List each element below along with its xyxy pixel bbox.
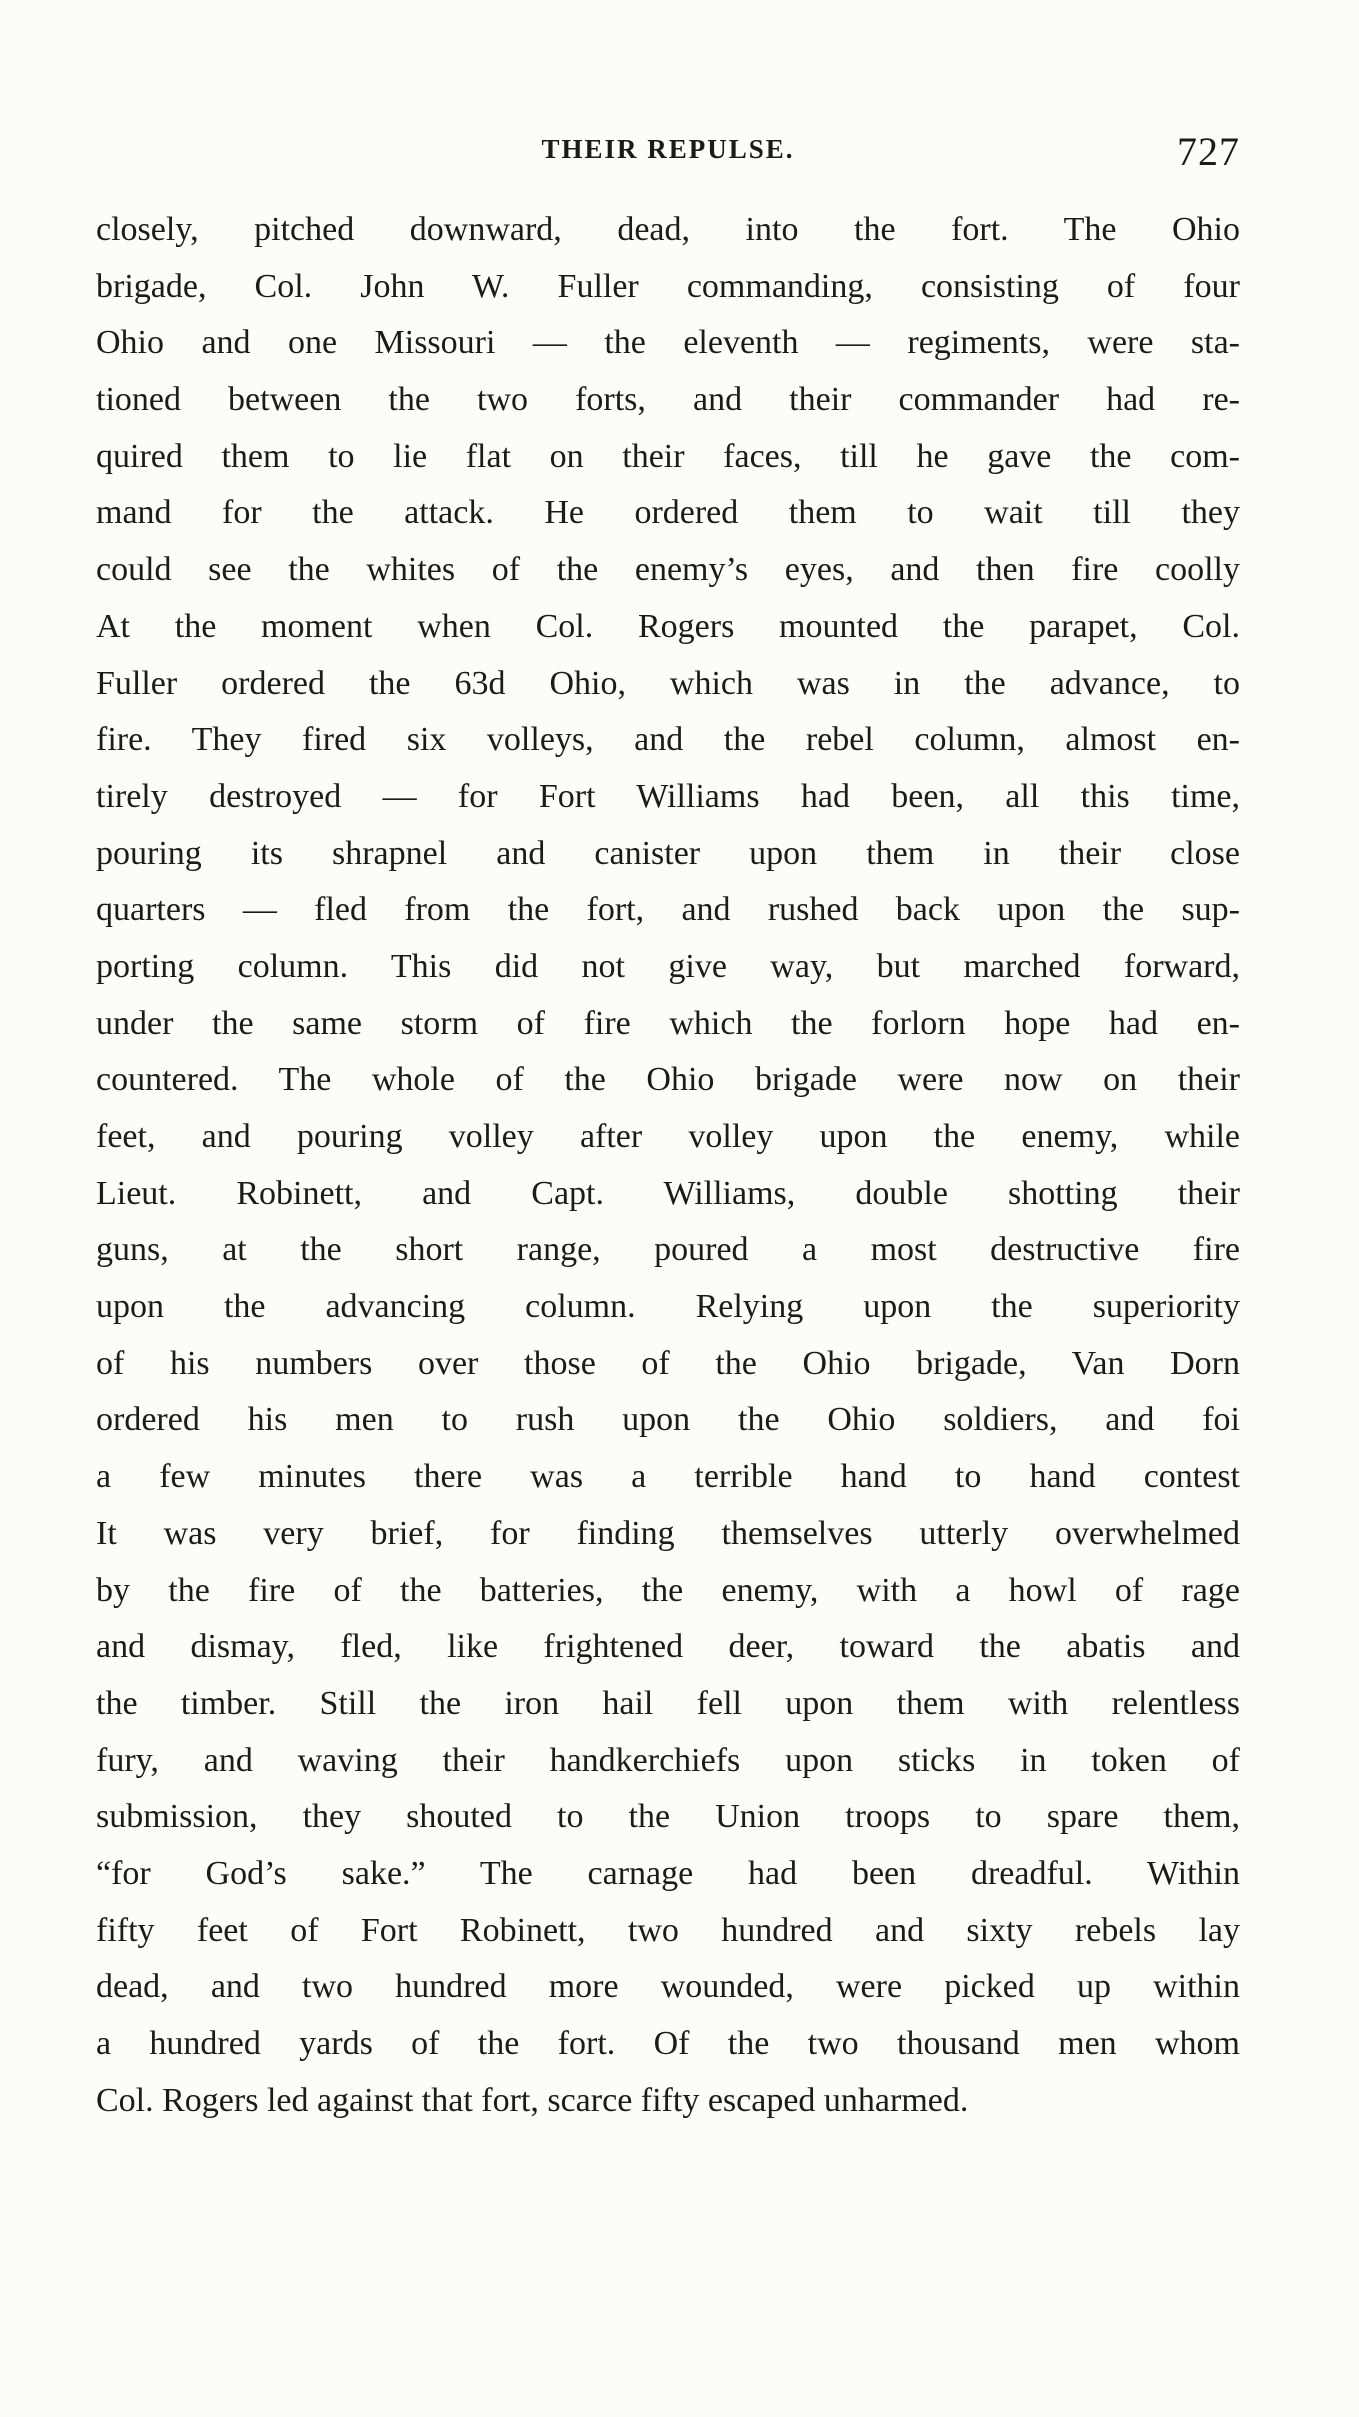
text-line: countered. The whole of the Ohio brigade were now on their (96, 1061, 1240, 1099)
page-number: 727 (1177, 129, 1240, 174)
text-line: Ohio and one Missouri — the eleventh — regiments, were sta- (96, 324, 1240, 362)
text-line: Col. Rogers led against that fort, scarce fifty escaped unharmed. (96, 2081, 969, 2119)
text-line: guns, at the short range, poured a most destructive fire (96, 1231, 1240, 1269)
text-line: porting column. This did not give way, but marched forward, (96, 947, 1240, 985)
text-line: under the same storm of fire which the forlorn hope had en- (96, 1004, 1240, 1042)
text-line: upon the advancing column. Relying upon the superiority (96, 1288, 1240, 1326)
text-line: dead, and two hundred more wounded, were picked up within (96, 1968, 1240, 2006)
text-line: fifty feet of Fort Robinett, two hundred and sixty rebels lay (96, 1911, 1240, 1949)
text-line: quired them to lie flat on their faces, till he gave the com- (96, 437, 1240, 475)
text-line: a hundred yards of the fort. Of the two thousand men whom (96, 2025, 1240, 2062)
text-line: a few minutes there was a terrible hand to hand contest (96, 1458, 1240, 1496)
text-line: tirely destroyed — for Fort Williams had been, all this time, (96, 777, 1240, 815)
text-line: It was very brief, for finding themselves utterly overwhelmed (96, 1514, 1240, 1552)
text-line: the timber. Still the iron hail fell upon them with relentless (96, 1684, 1240, 1722)
text-line: Lieut. Robinett, and Capt. Williams, double shotting their (96, 1174, 1240, 1212)
text-line: Fuller ordered the 63d Ohio, which was in the advance, to (96, 664, 1240, 702)
text-line: fire. They fired six volleys, and the rebel column, almost en- (96, 721, 1240, 759)
text-line: quarters — fled from the fort, and rushed back upon the sup- (96, 891, 1240, 929)
text-line: pouring its shrapnel and canister upon them in their close (96, 834, 1240, 872)
text-line: closely, pitched downward, dead, into the fort. The Ohio (96, 211, 1240, 248)
text-line: fury, and waving their handkerchiefs upon sticks in token of (96, 1741, 1240, 1779)
text-line: of his numbers over those of the Ohio brigade, Van Dorn (96, 1344, 1240, 1382)
text-line: and dismay, fled, like frightened deer, toward the abatis and (96, 1628, 1240, 1666)
text-line: brigade, Col. John W. Fuller commanding, consisting of four (96, 267, 1240, 305)
text-line: mand for the attack. He ordered them to wait till they (96, 494, 1240, 532)
body-text (96, 202, 1240, 2129)
text-line: could see the whites of the enemy’s eyes, and then fire coolly (96, 551, 1240, 589)
text-line: submission, they shouted to the Union troops to spare them, (96, 1798, 1240, 1836)
text-line: At the moment when Col. Rogers mounted the parapet, Col. (96, 607, 1240, 645)
running-head (96, 128, 1240, 178)
text-line: by the fire of the batteries, the enemy, with a howl of rage (96, 1571, 1240, 1609)
text-line: ordered his men to rush upon the Ohio soldiers, and foi (96, 1401, 1240, 1439)
text-line: feet, and pouring volley after volley upon the enemy, while (96, 1118, 1240, 1155)
text-line: “for God’s sake.” The carnage had been dreadful. Within (96, 1854, 1240, 1892)
running-title: THEIR REPULSE. (541, 134, 795, 164)
text-line: tioned between the two forts, and their commander had re- (96, 381, 1240, 419)
